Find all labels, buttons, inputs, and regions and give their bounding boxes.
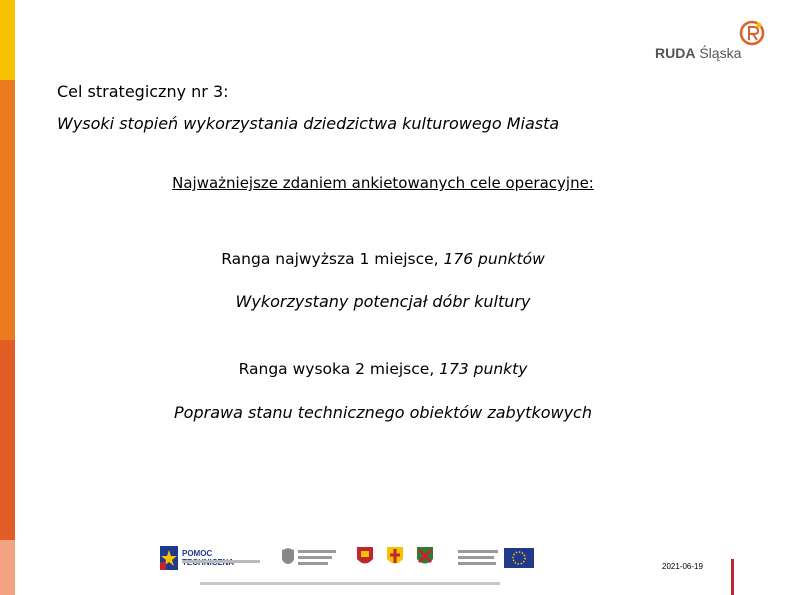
city-name-rest: Śląska [699, 45, 742, 61]
footer-accent-bar [731, 559, 734, 595]
eu-flag-icon [458, 546, 538, 570]
crest-icon [356, 546, 374, 568]
slide-date: 2021-06-19 [662, 562, 703, 571]
rank-points-2: 173 punkty [439, 360, 528, 378]
star-icon [160, 546, 178, 570]
city-name [655, 45, 741, 61]
program-logo-subline [182, 560, 260, 563]
rank-line-1 [0, 250, 766, 268]
crest-icon [386, 546, 404, 568]
side-stripe-salmon [0, 540, 15, 595]
slide-subheading: Wysoki stopień wykorzystania dziedzictwa kulturowego Miasta [57, 114, 560, 133]
rank-label-2: Ranga wysoka 2 miejsce, [238, 360, 440, 378]
rank-label-1: Ranga najwyższa 1 miejsce, [221, 250, 444, 268]
eu-funds-logo [458, 546, 538, 570]
footer-logos-strip [160, 540, 540, 590]
city-mark-icon [739, 20, 765, 46]
crest-icon [416, 546, 434, 568]
side-stripe-yellow [0, 0, 15, 80]
goal-2: Poprawa stanu technicznego obiektów zabytkowych [174, 403, 592, 422]
program-logo-text: POMOC [182, 549, 213, 558]
city-name-bold: RUDA [655, 45, 696, 61]
intro-line: Najważniejsze zdaniem ankietowanych cele operacyjne: [172, 174, 594, 192]
funding-note-line [200, 582, 500, 585]
slide-heading: Cel strategiczny nr 3: [57, 82, 229, 101]
goal-1: Wykorzystany potencjał dóbr kultury [235, 292, 531, 311]
ministry-emblem-icon [278, 546, 340, 570]
rank-line-2 [0, 360, 766, 378]
rank-points-1: 176 punktów [443, 250, 545, 268]
ruda-slaska-logo [655, 20, 767, 66]
pomoc-techniczna-logo [160, 546, 262, 570]
